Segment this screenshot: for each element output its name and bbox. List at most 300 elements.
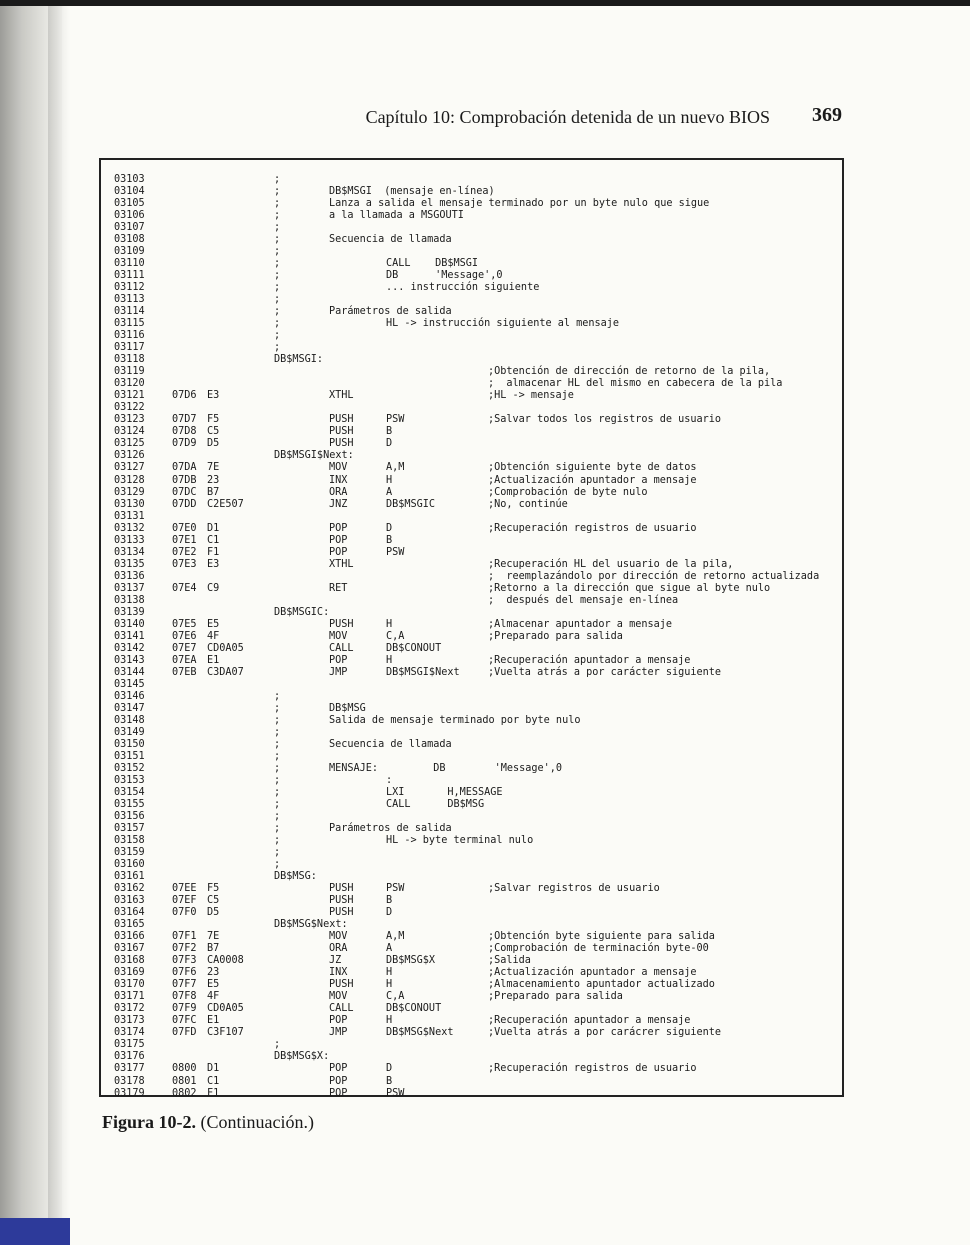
listing-row [101,511,842,523]
listing-row [101,799,842,811]
address: 07E1 [172,534,197,546]
operand: PSW [386,883,405,895]
object-code: F5 [207,414,220,426]
operand: C,A [386,630,405,642]
line-number: 03150 [114,738,145,750]
spine-color-mark [0,1218,70,1245]
comment: ;Recuperación registros de usuario [488,1063,697,1075]
line-number: 03105 [114,198,145,210]
address: 07DA [172,462,197,474]
operand: DB$CONOUT [386,642,442,654]
comment-marker: ; [274,787,281,799]
line-number: 03114 [114,306,145,318]
address: 07D8 [172,426,197,438]
listing-row [101,294,842,306]
comment-marker: ; [274,859,281,871]
comment-marker: ; [274,246,281,258]
listing-row [101,655,842,667]
line-number: 03133 [114,534,145,546]
listing-row [101,763,842,775]
listing-row [101,919,842,931]
listing-row [101,715,842,727]
mnemonic: Salida de mensaje terminado por byte nulo [329,714,581,726]
comment-marker: ; [274,811,281,823]
object-code: E1 [207,654,220,666]
listing-row [101,1003,842,1015]
listing-row [101,354,842,366]
comment: ;Recuperación apuntador a mensaje [488,1015,691,1027]
listing-row [101,667,842,679]
address: 0801 [172,1075,197,1087]
line-number: 03122 [114,402,145,414]
listing-row [101,955,842,967]
line-number: 03138 [114,594,145,606]
address: 07F9 [172,1003,197,1015]
line-number: 03174 [114,1027,145,1039]
listing-row [101,847,842,859]
mnemonic: POP [329,1015,348,1027]
address: 07E7 [172,642,197,654]
comment: ; almacenar HL del mismo en cabecera de la pila [488,378,783,390]
comment: ;Salvar todos los registros de usuario [488,414,722,426]
object-code: C5 [207,895,220,907]
line-number: 03143 [114,654,145,666]
line-number: 03170 [114,979,145,991]
mnemonic: PUSH [329,907,354,919]
address: 07E3 [172,558,197,570]
listing-row [101,523,842,535]
gutter-shadow [48,0,70,1245]
operand: A,M [386,462,405,474]
address: 07F3 [172,955,197,967]
line-number: 03159 [114,847,145,859]
operand: C,A [386,991,405,1003]
address: 07DD [172,498,197,510]
listing-row [101,979,842,991]
line-number: 03103 [114,174,145,185]
mnemonic: DB$MSG [329,702,366,714]
mnemonic: PUSH [329,438,354,450]
label: DB$MSGI: [274,354,324,366]
object-code: C3F107 [207,1027,244,1039]
line-number: 03110 [114,258,145,270]
listing-row [101,1051,842,1063]
mnemonic: POP [329,1087,348,1099]
object-code: C1 [207,534,220,546]
line-number: 03131 [114,510,145,522]
comment-marker: ; [274,342,281,354]
operand: DB$MSG$Next [386,1027,454,1039]
listing-row [101,631,842,643]
mnemonic: POP [329,522,348,534]
object-code: 7E [207,462,220,474]
comment-marker: ; [274,234,281,246]
line-number: 03156 [114,811,145,823]
line-number: 03144 [114,666,145,678]
operand: B [386,1075,393,1087]
listing-row [101,811,842,823]
mnemonic: POP [329,1075,348,1087]
mnemonic: XTHL [329,390,354,402]
comment: ;Comprobación de terminación byte-00 [488,943,709,955]
address: 07F1 [172,931,197,943]
address: 07EA [172,654,197,666]
operand: HL -> instrucción siguiente al mensaje [386,318,620,330]
line-number: 03166 [114,931,145,943]
comment: ;Salvar registros de usuario [488,883,660,895]
operand: CALL DB$MSGI [386,258,479,270]
listing-row [101,282,842,294]
line-number: 03148 [114,714,145,726]
line-number: 03142 [114,642,145,654]
operand: HL -> byte terminal nulo [386,835,534,847]
address: 07D6 [172,390,197,402]
listing-row [101,991,842,1003]
line-number: 03140 [114,618,145,630]
figure-label: Figura 10-2. [102,1112,196,1132]
comment: ;Vuelta atrás a por carácter siguiente [488,666,722,678]
object-code: E3 [207,390,220,402]
comment-marker: ; [274,702,281,714]
line-number: 03164 [114,907,145,919]
address: 07F0 [172,907,197,919]
operand: DB$CONOUT [386,1003,442,1015]
mnemonic: Parámetros de salida [329,823,452,835]
line-number: 03158 [114,835,145,847]
operand: DB 'Message',0 [386,270,503,282]
listing-row [101,943,842,955]
listing-row [101,366,842,378]
listing-row [101,462,842,474]
line-number: 03139 [114,606,145,618]
mnemonic: PUSH [329,895,354,907]
comment: ; reemplazándolo por dirección de retorno actualizada [488,570,820,582]
line-number: 03153 [114,775,145,786]
line-number: 03127 [114,462,145,474]
listing-row [101,258,842,270]
listing-row [101,450,842,462]
comment-marker: ; [274,835,281,847]
object-code: D1 [207,522,220,534]
line-number: 03169 [114,967,145,979]
listing-row [101,330,842,342]
operand: H [386,618,393,630]
operand: DB$MSGIC [386,498,436,510]
code-listing [99,158,844,1097]
line-number: 03135 [114,558,145,570]
line-number: 03111 [114,270,145,282]
operand: D [386,1063,393,1075]
mnemonic: POP [329,534,348,546]
operand: CALL DB$MSG [386,799,485,811]
mnemonic: MOV [329,991,348,1003]
operand: A,M [386,931,405,943]
line-number: 03128 [114,474,145,486]
label: DB$MSG: [274,871,317,883]
object-code: B7 [207,943,220,955]
mnemonic: ORA [329,943,348,955]
listing-row [101,318,842,330]
listing-row [101,1015,842,1027]
listing-row [101,306,842,318]
page-number: 369 [812,104,842,126]
mnemonic: RET [329,582,348,594]
object-code: E5 [207,979,220,991]
comment-marker: ; [274,270,281,282]
running-head [365,102,850,132]
line-number: 03162 [114,883,145,895]
comment-marker: ; [274,306,281,318]
listing-row [101,270,842,282]
line-number: 03178 [114,1075,145,1087]
listing-row [101,619,842,631]
comment: ;Salida [488,955,531,967]
comment: ; después del mensaje en-línea [488,594,679,606]
address: 0800 [172,1063,197,1075]
listing-row [101,751,842,763]
line-number: 03171 [114,991,145,1003]
operand: ... instrucción siguiente [386,282,540,294]
comment-marker: ; [274,690,281,702]
line-number: 03177 [114,1063,145,1075]
operand: H [386,967,393,979]
address: 07DB [172,474,197,486]
label: DB$MSG$X: [274,1051,330,1063]
comment-marker: ; [274,186,281,198]
listing-row [101,1027,842,1039]
mnemonic: XTHL [329,558,354,570]
line-number: 03118 [114,354,145,366]
address: 07E2 [172,546,197,558]
comment: ;Preparado para salida [488,991,623,1003]
operand: H [386,979,393,991]
mnemonic: Parámetros de salida [329,306,452,318]
line-number: 03163 [114,895,145,907]
address: 0802 [172,1087,197,1099]
comment-marker: ; [274,823,281,835]
listing-row [101,198,842,210]
operand: H [386,1015,393,1027]
mnemonic: ORA [329,486,348,498]
operand: A [386,943,393,955]
line-number: 03116 [114,330,145,342]
comment: ;Almacenamiento apuntador actualizado [488,979,715,991]
listing-row [101,174,842,186]
object-code: E3 [207,558,220,570]
operand: B [386,534,393,546]
address: 07F2 [172,943,197,955]
listing-row [101,234,842,246]
comment: ;Obtención siguiente byte de datos [488,462,697,474]
object-code: C1 [207,1075,220,1087]
line-number: 03108 [114,234,145,246]
address: 07FD [172,1027,197,1039]
listing-row [101,378,842,390]
mnemonic: POP [329,546,348,558]
line-number: 03129 [114,486,145,498]
address: 07E6 [172,630,197,642]
comment-marker: ; [274,726,281,738]
line-number: 03145 [114,678,145,690]
address: 07EB [172,666,197,678]
object-code: F5 [207,883,220,895]
comment-marker: ; [274,762,281,774]
line-number: 03176 [114,1051,145,1063]
listing-row [101,559,842,571]
listing-row [101,595,842,607]
line-number: 03151 [114,750,145,762]
listing-row [101,342,842,354]
operand: B [386,895,393,907]
figure-caption [102,1112,314,1136]
object-code: 7E [207,931,220,943]
address: 07DC [172,486,197,498]
listing-row [101,727,842,739]
line-number: 03117 [114,342,145,354]
listing-row [101,426,842,438]
comment: ;Actualización apuntador a mensaje [488,967,697,979]
listing-row [101,679,842,691]
address: 07D7 [172,414,197,426]
listing-row [101,1039,842,1051]
mnemonic: JNZ [329,498,348,510]
mnemonic: Secuencia de llamada [329,234,452,246]
comment-marker: ; [274,294,281,306]
address: 07E0 [172,522,197,534]
line-number: 03120 [114,378,145,390]
listing-row [101,859,842,871]
listing-row [101,871,842,883]
line-number: 03167 [114,943,145,955]
comment: ;Vuelta atrás a por carácrer siguiente [488,1027,722,1039]
operand: LXI H,MESSAGE [386,787,503,799]
listing-row [101,607,842,619]
mnemonic: PUSH [329,883,354,895]
operand: PSW [386,414,405,426]
operand: D [386,522,393,534]
operand: D [386,438,393,450]
mnemonic: INX [329,967,348,979]
line-number: 03152 [114,762,145,774]
comment-marker: ; [274,282,281,294]
operand: : [386,775,393,786]
label: DB$MSG$Next: [274,919,348,931]
line-number: 03179 [114,1087,145,1099]
mnemonic: MENSAJE: DB 'Message',0 [329,762,563,774]
comment-marker: ; [274,750,281,762]
line-number: 03104 [114,186,145,198]
mnemonic: CALL [329,1003,354,1015]
mnemonic: Lanza a salida el mensaje terminado por un byte nulo que sigue [329,198,710,210]
figure-caption-text: (Continuación.) [200,1112,314,1132]
object-code: B7 [207,486,220,498]
comment: ;Recuperación apuntador a mensaje [488,654,691,666]
address: 07FC [172,1015,197,1027]
mnemonic: POP [329,654,348,666]
address: 07E4 [172,582,197,594]
line-number: 03126 [114,450,145,462]
comment: ;Actualización apuntador a mensaje [488,474,697,486]
comment-marker: ; [274,222,281,234]
mnemonic: JZ [329,955,342,967]
line-number: 03175 [114,1039,145,1051]
listing-row [101,475,842,487]
listing-row [101,1063,842,1075]
listing-row [101,883,842,895]
object-code: CD0A05 [207,642,244,654]
comment-marker: ; [274,714,281,726]
line-number: 03106 [114,210,145,222]
listing-row [101,402,842,414]
comment-marker: ; [274,174,281,185]
listing-row [101,246,842,258]
line-number: 03147 [114,702,145,714]
line-number: 03134 [114,546,145,558]
object-code: E5 [207,618,220,630]
line-number: 03124 [114,426,145,438]
operand: DB$MSG$X [386,955,436,967]
line-number: 03161 [114,871,145,883]
line-number: 03146 [114,690,145,702]
mnemonic: a la llamada a MSGOUTI [329,210,464,222]
line-number: 03107 [114,222,145,234]
comment: ;Recuperación HL del usuario de la pila, [488,558,734,570]
operand: PSW [386,1087,405,1099]
mnemonic: DB$MSGI (mensaje en-línea) [329,186,495,198]
listing-row [101,691,842,703]
listing-row [101,414,842,426]
object-code: 4F [207,991,220,1003]
operand: D [386,907,393,919]
line-number: 03149 [114,726,145,738]
line-number: 03141 [114,630,145,642]
line-number: 03168 [114,955,145,967]
comment: ;HL -> mensaje [488,390,574,402]
label: DB$MSGIC: [274,606,330,618]
listing-row [101,222,842,234]
comment: ;Comprobación de byte nulo [488,486,648,498]
mnemonic: PUSH [329,426,354,438]
listing-row [101,787,842,799]
listing-row [101,547,842,559]
comment: ;Obtención byte siguiente para salida [488,931,715,943]
comment-marker: ; [274,330,281,342]
address: 07F6 [172,967,197,979]
line-number: 03132 [114,522,145,534]
mnemonic: MOV [329,630,348,642]
operand: DB$MSGI$Next [386,666,460,678]
comment-marker: ; [274,847,281,859]
mnemonic: Secuencia de llamada [329,738,452,750]
object-code: C9 [207,582,220,594]
listing-row [101,499,842,511]
comment: ;Recuperación registros de usuario [488,522,697,534]
line-number: 03121 [114,390,145,402]
object-code: F1 [207,546,220,558]
operand: H [386,474,393,486]
comment: ;Obtención de dirección de retorno de la pila, [488,366,771,378]
object-code: 4F [207,630,220,642]
listing-row [101,643,842,655]
line-number: 03157 [114,823,145,835]
line-number: 03130 [114,498,145,510]
line-number: 03125 [114,438,145,450]
address: 07EE [172,883,197,895]
listing-row [101,967,842,979]
address: 07F7 [172,979,197,991]
object-code: C3DA07 [207,666,244,678]
line-number: 03109 [114,246,145,258]
